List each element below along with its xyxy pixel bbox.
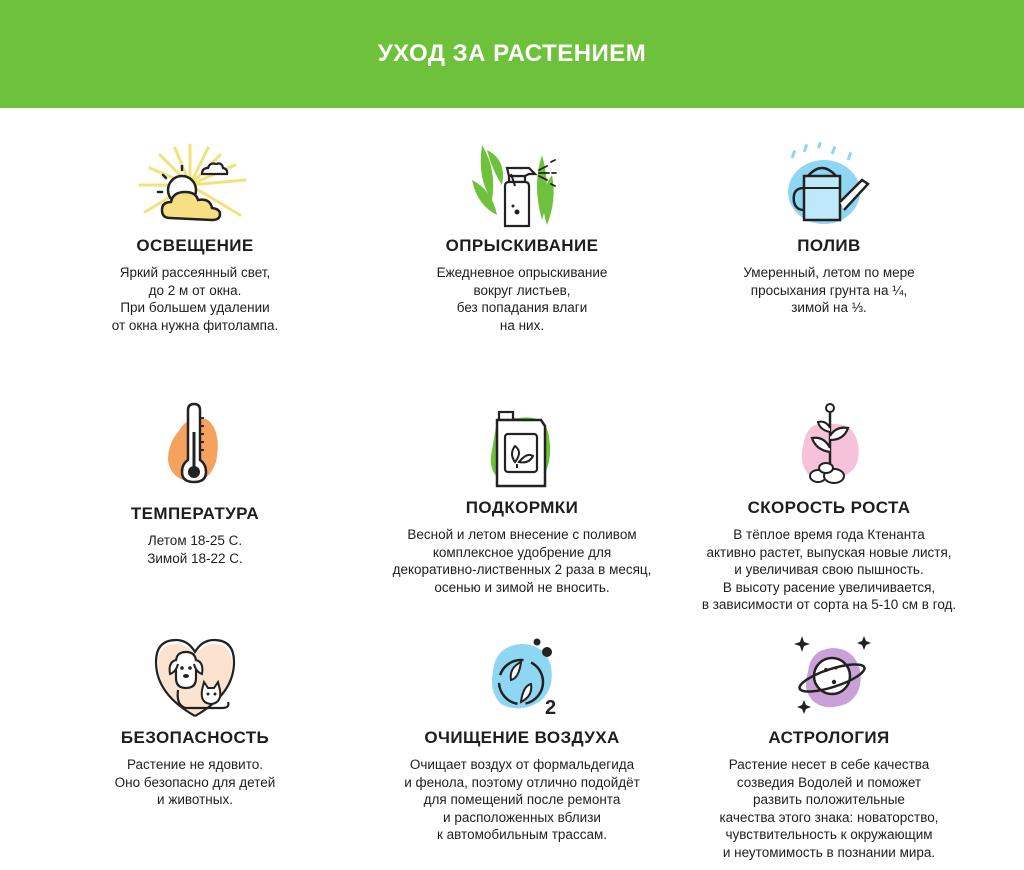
card-title: БЕЗОПАСНОСТЬ: [120, 728, 270, 747]
card-title: АСТРОЛОГИЯ: [768, 728, 890, 747]
card-temperature: [30, 402, 360, 567]
card-text: Растение не ядовито. Оно безопасно для детей и животных.: [114, 757, 276, 807]
thermometer-icon: [130, 402, 260, 492]
card-title: ОЧИЩЕНИЕ ВОЗДУХА: [424, 728, 620, 747]
watering-can-icon: [764, 140, 894, 230]
card-watering: [664, 140, 994, 317]
card-title: ПОЛИВ: [797, 236, 861, 255]
card-fertilizer: [357, 402, 687, 596]
card-text: Яркий рассеянный свет, до 2 м от окна. При большем удалении от окна нужна фитолампа.: [111, 265, 279, 333]
card-text: Очищает воздух от формальдегида и фенола, поэтому отлично подойдёт для помещений после ремонта и расположенных вблизи к автомобильным трассам.: [404, 757, 640, 842]
sun-cloud-icon: [130, 140, 260, 230]
card-air-purification: [357, 632, 687, 844]
card-title: ПОДКОРМКИ: [465, 498, 579, 517]
card-text: Ежедневное опрыскивание вокруг листьев, без попадания влаги на них.: [436, 265, 608, 333]
card-text: В тёплое время года Ктенанта активно растет, выпуская новые листя, и увеличивая свою пышность. В высоту расение увеличивается, в зависимости от сорта на 5-10 см в год.: [701, 527, 957, 612]
card-safety: [30, 632, 360, 809]
card-title: ОПРЫСКИВАНИЕ: [445, 236, 599, 255]
planet-stars-icon: [764, 632, 894, 722]
header-banner: [0, 0, 1024, 108]
fertilizer-canister-icon: [457, 402, 587, 492]
card-text: Весной и летом внесение с поливом комплексное удобрение для декоративно-лиственных 2 раза в месяц, осенью и зимой не вносить.: [392, 527, 652, 595]
card-spraying: [357, 140, 687, 334]
card-title: ОСВЕЩЕНИЕ: [136, 236, 254, 255]
air-o2-icon: [457, 632, 587, 722]
page-title: УХОД ЗА РАСТЕНИЕМ: [377, 40, 647, 67]
pets-heart-icon: [130, 632, 260, 722]
card-title: ТЕМПЕРАТУРА: [130, 504, 260, 523]
card-title: СКОРОСТЬ РОСТА: [747, 498, 911, 517]
card-text: Растение несет в себе качества созведия Водолей и поможет развить положительные качества этого знака: новаторство, чувствительность к окружающим и неутомимость в познании мира.: [719, 757, 939, 860]
svg-text:2: 2: [545, 697, 557, 719]
card-lighting: [30, 140, 360, 334]
spray-bottle-icon: [457, 140, 587, 230]
sprout-icon: [764, 402, 894, 492]
card-text: Умеренный, летом по мере просыхания грунта на ¼, зимой на ⅓.: [743, 265, 915, 315]
card-text: Летом 18-25 С. Зимой 18-22 С.: [147, 533, 243, 566]
card-growth-rate: [664, 402, 994, 614]
card-astrology: [664, 632, 994, 861]
